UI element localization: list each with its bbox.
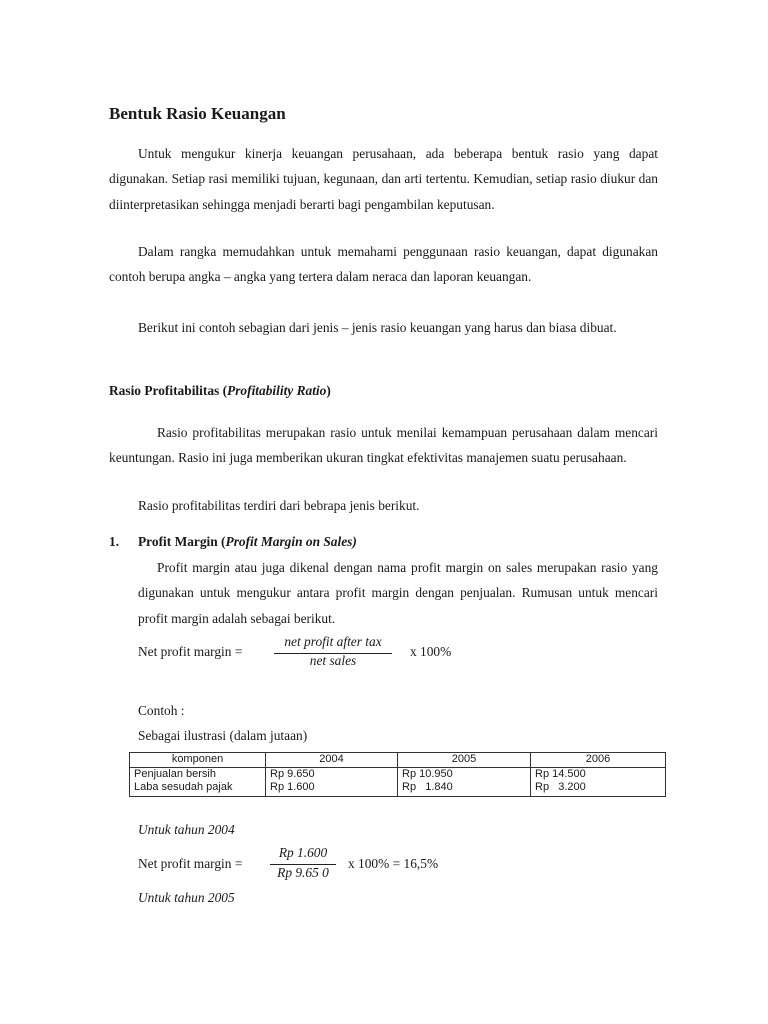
formula-multiplier: x 100% — [410, 644, 452, 659]
section-paragraph-1: Rasio profitabilitas merupakan rasio untuk menilai kemampuan perusahaan dalam mencari keuntungan. Rasio ini juga memberikan ukuran tingkat efektivitas manajemen suatu perusahaan. — [109, 425, 658, 466]
table-cell: Rp 1.840 — [402, 781, 453, 793]
table-cell: Rp 3.200 — [535, 781, 586, 793]
item-1-heading-italic: Profit Margin on Sales) — [225, 534, 357, 549]
calc-2004-label: Net profit margin = — [138, 856, 243, 871]
intro-paragraph-3: Berikut ini contoh sebagian dari jenis – jenis rasio keuangan yang harus dan biasa dibuat. — [138, 320, 617, 335]
formula-label: Net profit margin = — [138, 644, 243, 659]
section-paragraph-2: Rasio profitabilitas terdiri dari bebrapa jenis berikut. — [138, 498, 420, 513]
section-heading — [109, 383, 331, 399]
example-label: Contoh : — [138, 703, 185, 718]
item-1-paragraph: Profit margin atau juga dikenal dengan nama profit margin on sales merupakan rasio yang digunakan untuk mengukur antara profit margin dengan penjualan. Rumusan untuk mencari profit margin adalah sebagai berikut. — [138, 560, 658, 626]
section-heading-suffix: ) — [326, 383, 331, 398]
page-title: Bentuk Rasio Keuangan — [109, 104, 286, 123]
table-cell: Penjualan bersih — [134, 768, 216, 780]
table-cell: Rp 10.950 — [402, 768, 453, 780]
intro-paragraph-1: Untuk mengukur kinerja keuangan perusahaan, ada beberapa bentuk rasio yang dapat digunakan. Setiap rasi memiliki tujuan, kegunaan, dan arti tertentu. Kemudian, setiap rasio diukur dan diinterpretasikan sehingga menjadi berarti bagi pengambilan keputusan. — [109, 146, 658, 212]
year-2004-label: Untuk tahun 2004 — [138, 822, 235, 837]
table-cell: Rp 1.600 — [270, 781, 315, 793]
table-header-row — [130, 753, 666, 768]
table-header-cell: komponen — [130, 753, 266, 768]
illustration-label: Sebagai ilustrasi (dalam jutaan) — [138, 728, 308, 743]
calc-2004-result: x 100% = 16,5% — [348, 856, 439, 871]
year-2005-label: Untuk tahun 2005 — [138, 890, 235, 905]
illustration-table — [129, 752, 666, 797]
calc-2004-numerator: Rp 1.600 — [278, 845, 328, 860]
table-header-cell: 2006 — [531, 753, 666, 768]
intro-paragraph-2: Dalam rangka memudahkan untuk memahami penggunaan rasio keuangan, dapat digunakan contoh berupa angka – angka yang tertera dalam neraca dan laporan keuangan. — [109, 244, 658, 285]
calc-2004-denominator: Rp 9.65 0 — [277, 865, 329, 880]
table-header-cell: 2005 — [398, 753, 531, 768]
table-cell: Rp 14.500 — [535, 768, 586, 780]
section-heading-prefix: Rasio Profitabilitas ( — [109, 383, 228, 398]
table-cell: Rp 9.650 — [270, 768, 315, 780]
table-row — [130, 768, 666, 797]
formula-denominator: net sales — [309, 653, 357, 668]
item-1-number: 1. — [109, 534, 120, 549]
table-header-cell: 2004 — [266, 753, 398, 768]
item-1-heading-prefix: Profit Margin ( — [138, 534, 226, 549]
formula-numerator: net profit after tax — [284, 634, 382, 649]
item-1-heading — [109, 534, 357, 550]
table-cell: Laba sesudah pajak — [134, 781, 233, 793]
section-heading-italic: Profitability Ratio — [227, 383, 327, 398]
